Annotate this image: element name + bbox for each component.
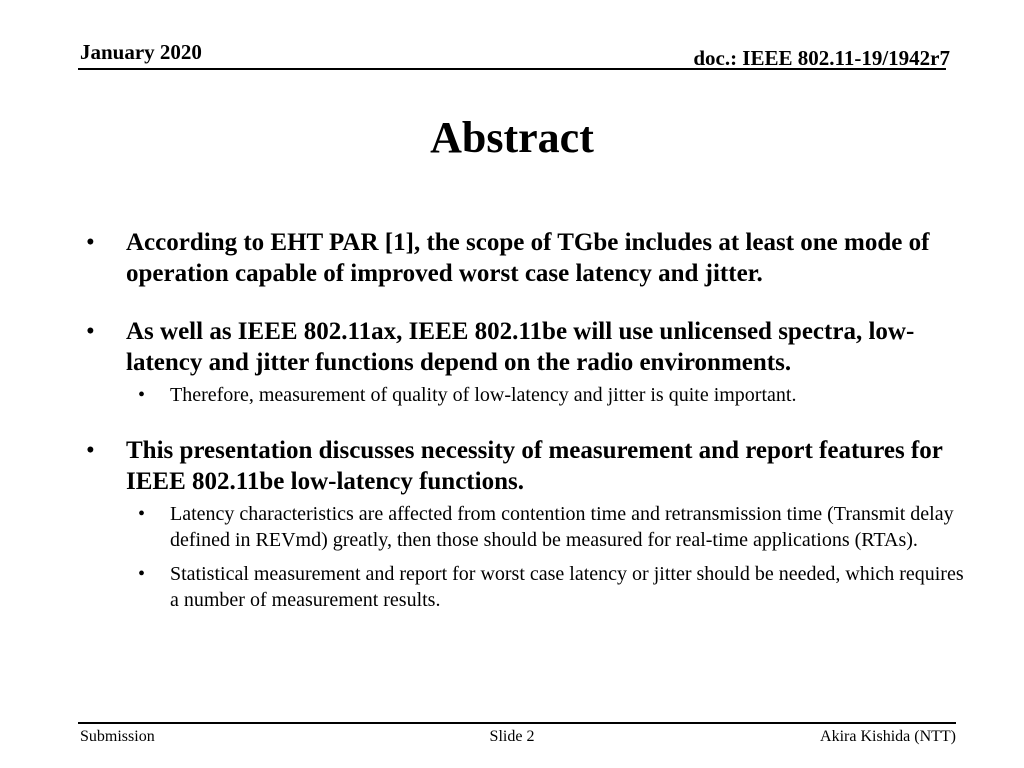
bullet-3-text: This presentation discusses necessity of measurement and report features for IEEE 802.11be low-latency functions. xyxy=(126,437,943,495)
slide-body xyxy=(80,227,970,613)
sub-bullet-2-1-text: Therefore, measurement of quality of low-latency and jitter is quite important. xyxy=(170,384,797,406)
bullet-marker: • xyxy=(86,229,95,256)
bullet-marker: • xyxy=(86,437,95,464)
bullet-2-text: As well as IEEE 802.11ax, IEEE 802.11be will use unlicensed spectra, low-latency and jitter functions depend on the radio environments. xyxy=(126,318,915,376)
bullet-3 xyxy=(80,435,970,497)
footer-divider xyxy=(78,722,956,724)
footer-slide-number: Slide 2 xyxy=(489,728,535,745)
bullet-marker: • xyxy=(86,318,95,345)
footer-author: Akira Kishida (NTT) xyxy=(820,728,956,745)
sub-bullet-2-1 xyxy=(80,382,970,408)
slide-title: Abstract xyxy=(430,113,594,162)
bullet-1-text: According to EHT PAR [1], the scope of TGbe includes at least one mode of operation capable of improved worst case latency and jitter. xyxy=(126,229,930,287)
sub-bullet-marker: • xyxy=(138,384,146,406)
bullet-1 xyxy=(80,227,970,289)
sub-bullet-3-1 xyxy=(80,501,970,553)
footer-submission: Submission xyxy=(80,728,155,745)
header-date: January 2020 xyxy=(80,40,202,64)
sub-bullet-3-2-text: Statistical measurement and report for worst case latency or jitter should be needed, which requires a number of measurement results. xyxy=(170,563,964,611)
header-doc-id: doc.: IEEE 802.11-19/1942r7 xyxy=(693,46,950,70)
header-divider xyxy=(78,68,946,70)
bullet-2 xyxy=(80,316,970,378)
sub-bullet-marker: • xyxy=(138,503,146,525)
sub-bullet-3-1-text: Latency characteristics are affected from contention time and retransmission time (Transmit delay defined in REVmd) greatly, then those should be measured for real-time applications (RTAs). xyxy=(170,503,954,551)
sub-bullet-marker: • xyxy=(138,563,146,585)
sub-bullet-3-2 xyxy=(80,561,970,613)
